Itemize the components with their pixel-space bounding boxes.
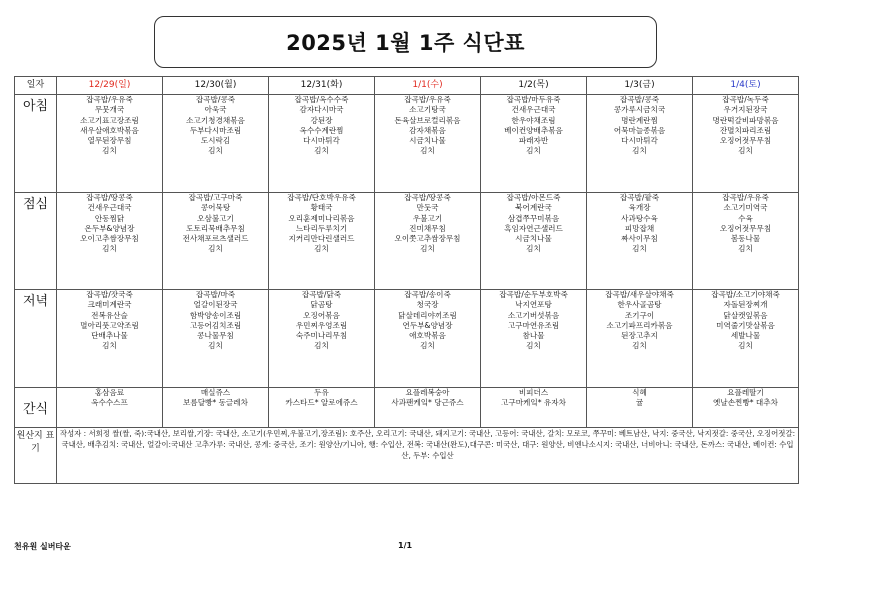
menu-item: 두부다시마조림 bbox=[189, 125, 242, 135]
menu-item: 함박양송이조림 bbox=[189, 310, 242, 320]
snack-item: 옛날손찐빵* 대추차 bbox=[713, 398, 778, 408]
menu-item: 얼갈이된장국 bbox=[193, 300, 238, 310]
menu-cell bbox=[57, 290, 163, 388]
menu-item: 김치 bbox=[208, 341, 223, 351]
menu-item: 김치 bbox=[526, 244, 541, 254]
day-header: 12/30(월) bbox=[163, 77, 269, 95]
menu-item: 도시락김 bbox=[200, 136, 231, 146]
menu-item: 잡곡밥/새우살야채죽 bbox=[605, 290, 674, 299]
menu-item: 김치 bbox=[314, 146, 329, 156]
menu-item: 김치 bbox=[208, 244, 223, 254]
snack-item: 옥수수스프 bbox=[91, 398, 128, 408]
menu-item: 아욱국 bbox=[204, 105, 227, 115]
menu-item: 한우사골곰탕 bbox=[617, 300, 662, 310]
day-header: 12/29(일) bbox=[57, 77, 163, 95]
menu-item: 김치 bbox=[420, 146, 435, 156]
menu-cell bbox=[587, 95, 693, 193]
menu-table bbox=[14, 76, 799, 484]
menu-cell bbox=[481, 290, 587, 388]
meal-row-breakfast bbox=[15, 95, 799, 193]
snack-item: 고구마케잌* 유자차 bbox=[501, 398, 566, 408]
page-title: 2025년 1월 1주 식단표 bbox=[286, 31, 525, 55]
menu-item: 멸아리풋고약조림 bbox=[80, 320, 139, 330]
menu-item: 감자다시마국 bbox=[299, 105, 344, 115]
menu-cell bbox=[693, 95, 799, 193]
menu-item: 김치 bbox=[420, 244, 435, 254]
menu-item: 고구마연유조림 bbox=[507, 320, 560, 330]
menu-item: 사과탕수육 bbox=[621, 213, 658, 223]
menu-item: 다시마튀각 bbox=[621, 136, 658, 146]
menu-item: 소고기탕국 bbox=[409, 105, 446, 115]
menu-item: 돈육살브로컬리볶음 bbox=[394, 115, 461, 125]
menu-item: 흑임자연근샐러드 bbox=[504, 223, 563, 233]
header-row bbox=[15, 77, 799, 95]
menu-item: 잡곡밥/잣국죽 bbox=[86, 290, 133, 299]
menu-item: 새우살애호박볶음 bbox=[80, 125, 139, 135]
menu-item: 한우야채조림 bbox=[511, 115, 556, 125]
menu-item: 소고기미역국 bbox=[723, 203, 768, 213]
menu-item: 김치 bbox=[738, 341, 753, 351]
day-header: 12/31(화) bbox=[269, 77, 375, 95]
menu-item: 도토리묵배추무침 bbox=[186, 223, 245, 233]
menu-item: 온두부&양념장 bbox=[84, 223, 135, 233]
menu-item: 명란계란찜 bbox=[621, 115, 658, 125]
menu-item: 잡곡밥/마두유죽 bbox=[506, 95, 561, 104]
menu-item: 낙지연포탕 bbox=[515, 300, 552, 310]
menu-cell bbox=[587, 193, 693, 290]
menu-item: 잡곡밥/닭죽 bbox=[301, 290, 342, 299]
menu-item: 우거지된장국 bbox=[723, 105, 768, 115]
snack-item: 카스타드* 알로에쥬스 bbox=[285, 398, 358, 408]
menu-item: 오삼불고기 bbox=[197, 213, 234, 223]
day-header: 1/4(토) bbox=[693, 77, 799, 95]
menu-item: 잡곡밥/우유죽 bbox=[722, 193, 769, 202]
menu-item: 김치 bbox=[632, 244, 647, 254]
snack-item: 요플레복숭아 bbox=[405, 388, 450, 397]
day-header: 1/1(수) bbox=[375, 77, 481, 95]
menu-item: 참나물 bbox=[522, 331, 545, 341]
menu-item: 김치 bbox=[526, 146, 541, 156]
menu-item: 된장고추지 bbox=[621, 331, 658, 341]
menu-cell bbox=[481, 95, 587, 193]
meal-row-lunch bbox=[15, 193, 799, 290]
snack-item: 홍삼음료 bbox=[94, 388, 125, 397]
menu-cell bbox=[163, 193, 269, 290]
menu-item: 소고기청경채볶음 bbox=[186, 115, 245, 125]
menu-item: 수육 bbox=[738, 213, 753, 223]
menu-cell bbox=[375, 95, 481, 193]
snack-label: 간식 bbox=[15, 388, 57, 428]
menu-item: 봄동나물 bbox=[730, 234, 761, 244]
snack-item: 두유 bbox=[314, 388, 329, 397]
menu-item: 다시마튀각 bbox=[303, 136, 340, 146]
menu-item: 잡곡밥/땅콩죽 bbox=[86, 193, 133, 202]
menu-item: 오이쫏고추쌈장무침 bbox=[394, 234, 461, 244]
menu-item: 잡곡밥/콩죽 bbox=[619, 95, 660, 104]
menu-cell bbox=[481, 193, 587, 290]
menu-item: 베이컨양배추볶음 bbox=[504, 125, 563, 135]
menu-item: 크래미계란국 bbox=[87, 300, 132, 310]
menu-cell bbox=[693, 193, 799, 290]
snack-item: 비피더스 bbox=[518, 388, 549, 397]
menu-item: 잡곡밥/송이죽 bbox=[404, 290, 451, 299]
menu-item: 지커리만다린샐러드 bbox=[288, 234, 355, 244]
menu-item: 북어계란국 bbox=[515, 203, 552, 213]
menu-item: 잡곡밥/소고기야채죽 bbox=[711, 290, 780, 299]
menu-item: 콩나물무침 bbox=[197, 331, 234, 341]
snack-cell bbox=[481, 388, 587, 428]
menu-item: 명란떡갈비파망볶음 bbox=[712, 115, 779, 125]
menu-item: 피망잡채 bbox=[624, 223, 655, 233]
menu-item: 오리훈제미나리볶음 bbox=[288, 213, 355, 223]
menu-cell bbox=[587, 290, 693, 388]
menu-item: 잡곡밥/마죽 bbox=[195, 290, 236, 299]
menu-item: 김치 bbox=[102, 341, 117, 351]
menu-item: 오이고추쌈장무침 bbox=[80, 234, 139, 244]
menu-item: 김치 bbox=[208, 146, 223, 156]
menu-item: 어묵마늘종볶음 bbox=[613, 125, 666, 135]
menu-cell bbox=[375, 290, 481, 388]
menu-item: 짜사이무침 bbox=[621, 234, 658, 244]
menu-item: 오징어젓무무침 bbox=[719, 136, 772, 146]
menu-item: 우민찌우엉조림 bbox=[295, 320, 348, 330]
menu-item: 숙주미나리무침 bbox=[295, 331, 348, 341]
menu-cell bbox=[57, 193, 163, 290]
meal-label: 점심 bbox=[15, 193, 57, 290]
menu-item: 김치 bbox=[102, 146, 117, 156]
menu-cell bbox=[269, 95, 375, 193]
snack-item: 요플레딸기 bbox=[727, 388, 764, 397]
menu-item: 닭살데리야끼조림 bbox=[398, 310, 457, 320]
menu-cell bbox=[269, 193, 375, 290]
menu-item: 닭곰탕 bbox=[310, 300, 333, 310]
menu-item: 닭살캣잎볶음 bbox=[723, 310, 768, 320]
menu-item: 자돌된장찌개 bbox=[723, 300, 768, 310]
menu-cell bbox=[269, 290, 375, 388]
menu-item: 잡곡밥/우유죽 bbox=[404, 95, 451, 104]
menu-item: 시금치나물 bbox=[409, 136, 446, 146]
menu-item: 잡곡밥/팥죽 bbox=[619, 193, 660, 202]
menu-item: 소고기파프리카볶음 bbox=[606, 320, 673, 330]
menu-item: 고등어김치조림 bbox=[189, 320, 242, 330]
day-header: 1/3(금) bbox=[587, 77, 693, 95]
menu-cell bbox=[693, 290, 799, 388]
snack-item: 사과팬케잌* 당근쥬스 bbox=[391, 398, 464, 408]
snack-item: 귤 bbox=[635, 398, 644, 408]
menu-item: 조기구이 bbox=[624, 310, 655, 320]
menu-cell bbox=[163, 290, 269, 388]
snack-item: 보름달빵* 동글레차 bbox=[183, 398, 248, 408]
menu-item: 황태국 bbox=[310, 203, 333, 213]
menu-item: 애호박볶음 bbox=[409, 331, 446, 341]
menu-item: 열무된장무침 bbox=[87, 136, 132, 146]
menu-item: 김치 bbox=[314, 244, 329, 254]
menu-item: 안동찜닭 bbox=[94, 213, 125, 223]
menu-item: 삼겹쭈꾸미볶음 bbox=[507, 213, 560, 223]
snack-cell bbox=[269, 388, 375, 428]
menu-item: 잡곡밥/우유죽 bbox=[86, 95, 133, 104]
meal-label: 저녁 bbox=[15, 290, 57, 388]
menu-item: 잡곡밥/옥수수죽 bbox=[294, 95, 349, 104]
menu-item: 오징어볶음 bbox=[303, 310, 340, 320]
menu-item: 김치 bbox=[738, 244, 753, 254]
menu-item: 세발나물 bbox=[730, 331, 761, 341]
snack-item: 식혜 bbox=[632, 388, 647, 397]
snack-row bbox=[15, 388, 799, 428]
menu-item: 잡곡밥/아몬드죽 bbox=[506, 193, 561, 202]
menu-item: 잡곡밥/순두부호박죽 bbox=[499, 290, 568, 299]
menu-item: 소고기표고장조림 bbox=[80, 115, 139, 125]
snack-cell bbox=[693, 388, 799, 428]
snack-item: 매실쥬스 bbox=[200, 388, 231, 397]
menu-item: 강된장 bbox=[310, 115, 333, 125]
menu-item: 파래자반 bbox=[518, 136, 549, 146]
menu-item: 오징어젓무무침 bbox=[719, 223, 772, 233]
date-header-label: 일자 bbox=[15, 77, 57, 95]
menu-item: 소고기버섯볶음 bbox=[507, 310, 560, 320]
menu-cell bbox=[57, 95, 163, 193]
menu-item: 콩어묵탕 bbox=[200, 203, 231, 213]
menu-item: 잡곡밥/단호박우유죽 bbox=[287, 193, 356, 202]
menu-item: 김치 bbox=[526, 341, 541, 351]
menu-item: 미역줄기맛살볶음 bbox=[716, 320, 775, 330]
menu-item: 김치 bbox=[632, 146, 647, 156]
menu-item: 연두부&양념장 bbox=[402, 320, 453, 330]
menu-item: 단배추나물 bbox=[91, 331, 128, 341]
menu-item: 김치 bbox=[632, 341, 647, 351]
menu-item: 김치 bbox=[314, 341, 329, 351]
menu-item: 건새우근대국 bbox=[511, 105, 556, 115]
meal-label: 아침 bbox=[15, 95, 57, 193]
menu-item: 김치 bbox=[102, 244, 117, 254]
menu-item: 우불고기 bbox=[412, 213, 443, 223]
facility-name: 천유원 실버타운 bbox=[14, 542, 71, 551]
menu-item: 건새우근대국 bbox=[87, 203, 132, 213]
origin-label: 원산지 표기 bbox=[15, 428, 57, 484]
snack-cell bbox=[587, 388, 693, 428]
menu-item: 콩가루시금치국 bbox=[613, 105, 666, 115]
menu-item: 만둣국 bbox=[416, 203, 439, 213]
meal-row-dinner bbox=[15, 290, 799, 388]
menu-item: 김치 bbox=[420, 341, 435, 351]
menu-item: 잡곡밥/녹두죽 bbox=[722, 95, 769, 104]
origin-text: 작성자 : 서희정 쌀(쌀, 죽):국내산, 보리쌀,기장: 국내산, 소고기(우민찌,우불고기,장조림): 호주산, 오리고기: 국내산, 돼지고기: 국내산, 고등어: 국내산, 갈치: 모로코, 쭈꾸미: 베트남산, 낙지: 중국산, 낙지젓갈: 중국산, 오징어젓갈: 국내산, 배추김치: 국내산, 얼갈이:국내산 고추가루: 국내산, 콩게: 중국산, 조기: 원양산/기니아, 행: 수입산, 전복: 국내산(완도),대구콘: 미국산, 대구: 원양산, 비엔나소시지: 국내산, 너비아니: 국내산, 돈까스: 국내산, 베이컨: 수입산, 두부: 수입산 bbox=[57, 428, 799, 484]
title-box bbox=[154, 16, 657, 68]
menu-item: 전사채포르츠샐러드 bbox=[182, 234, 249, 244]
menu-item: 청국장 bbox=[416, 300, 439, 310]
menu-cell bbox=[375, 193, 481, 290]
snack-cell bbox=[57, 388, 163, 428]
menu-item: 진미채무침 bbox=[409, 223, 446, 233]
menu-item: 육개장 bbox=[628, 203, 651, 213]
menu-item: 옥수수계란찜 bbox=[299, 125, 344, 135]
menu-item: 무뭇개국 bbox=[94, 105, 125, 115]
snack-cell bbox=[375, 388, 481, 428]
menu-item: 김치 bbox=[738, 146, 753, 156]
menu-item: 감자채볶음 bbox=[409, 125, 446, 135]
menu-item: 잔멸치파리조림 bbox=[719, 125, 772, 135]
page-number: 1/1 bbox=[398, 541, 413, 550]
day-header: 1/2(목) bbox=[481, 77, 587, 95]
menu-item: 느타리두루치기 bbox=[295, 223, 348, 233]
origin-row bbox=[15, 428, 799, 484]
menu-item: 시금치나물 bbox=[515, 234, 552, 244]
menu-item: 잡곡밥/콩죽 bbox=[195, 95, 236, 104]
menu-item: 전복유산슬 bbox=[91, 310, 128, 320]
menu-cell bbox=[163, 95, 269, 193]
menu-item: 잡곡밥/고구마죽 bbox=[188, 193, 243, 202]
snack-cell bbox=[163, 388, 269, 428]
menu-item: 잡곡밥/땅콩죽 bbox=[404, 193, 451, 202]
